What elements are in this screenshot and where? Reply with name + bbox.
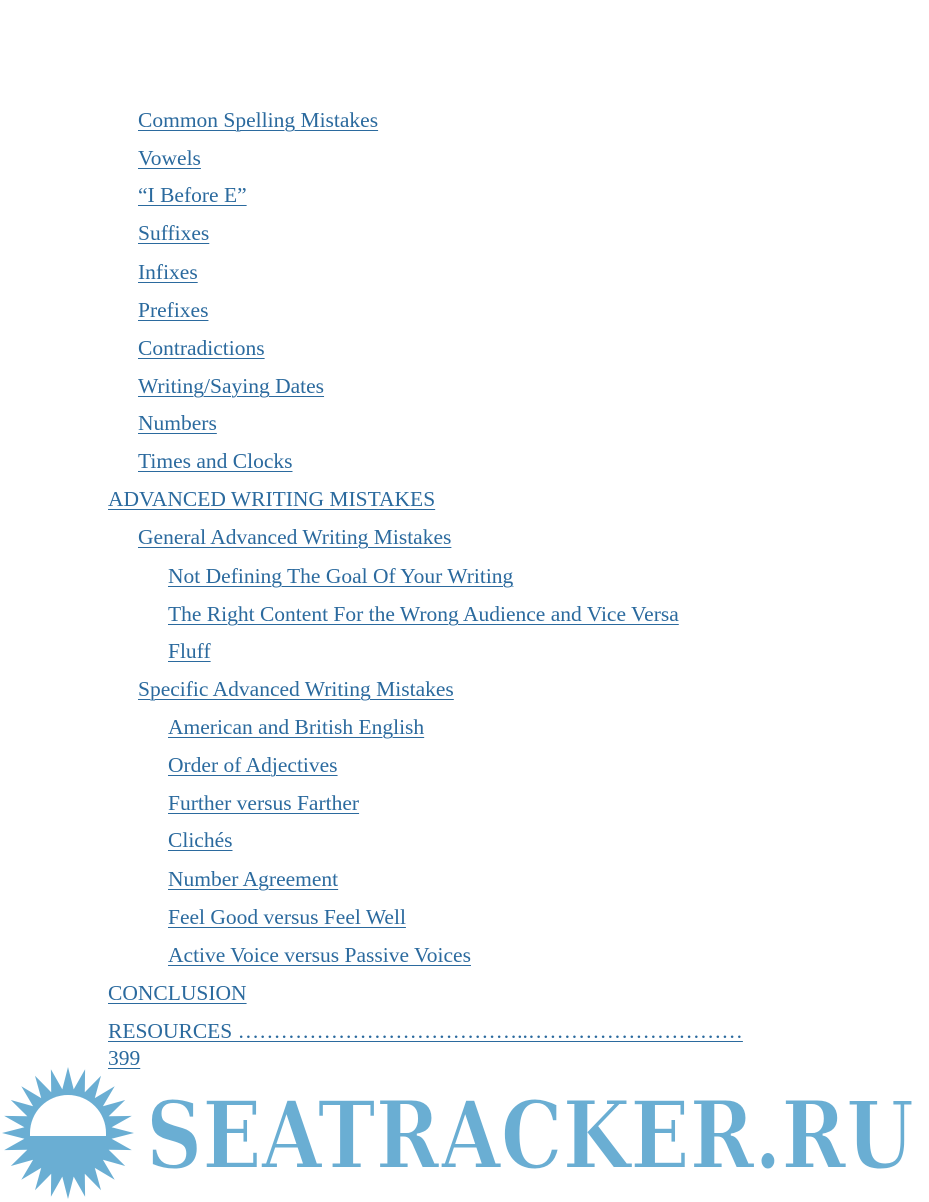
toc-chapter-link[interactable]: CONCLUSION xyxy=(108,981,247,1005)
toc-link[interactable]: Number Agreement xyxy=(168,867,339,891)
toc-link[interactable]: Further versus Farther xyxy=(168,791,360,815)
toc-link[interactable]: Order of Adjectives xyxy=(168,753,338,777)
toc-link[interactable]: Prefixes xyxy=(138,298,209,322)
watermark xyxy=(0,1062,929,1202)
sun-icon xyxy=(2,1067,134,1199)
toc-link[interactable]: Vowels xyxy=(138,146,201,170)
toc-link[interactable]: The Right Content For the Wrong Audience and Vice Versa xyxy=(168,602,679,626)
toc-link[interactable]: American and British English xyxy=(168,715,425,739)
toc-link[interactable]: Writing/Saying Dates xyxy=(138,374,325,398)
toc-page-number[interactable]: 399 xyxy=(108,1046,141,1070)
toc-chapter-link[interactable]: ADVANCED WRITING MISTAKES xyxy=(108,487,436,511)
toc-resources-link[interactable]: RESOURCES …………………………………..………………………… xyxy=(108,1019,743,1043)
toc-link[interactable]: Not Defining The Goal Of Your Writing xyxy=(168,564,514,588)
toc-link[interactable]: Times and Clocks xyxy=(138,449,293,473)
toc-link[interactable]: Contradictions xyxy=(138,336,265,360)
toc-link[interactable]: Feel Good versus Feel Well xyxy=(168,905,406,929)
watermark-text: SEATRACKER.RU xyxy=(146,1081,914,1191)
toc-link[interactable]: “I Before E” xyxy=(138,183,247,207)
toc-link[interactable]: Common Spelling Mistakes xyxy=(138,108,379,132)
toc-link[interactable]: Active Voice versus Passive Voices xyxy=(168,943,471,967)
toc-link[interactable]: Fluff xyxy=(168,639,211,663)
toc-link[interactable]: General Advanced Writing Mistakes xyxy=(138,525,452,549)
toc-link[interactable]: Specific Advanced Writing Mistakes xyxy=(138,677,454,701)
toc-link[interactable]: Numbers xyxy=(138,411,217,435)
toc-link[interactable]: Suffixes xyxy=(138,221,210,245)
toc-link[interactable]: Infixes xyxy=(138,260,198,284)
toc-link[interactable]: Clichés xyxy=(168,828,233,852)
